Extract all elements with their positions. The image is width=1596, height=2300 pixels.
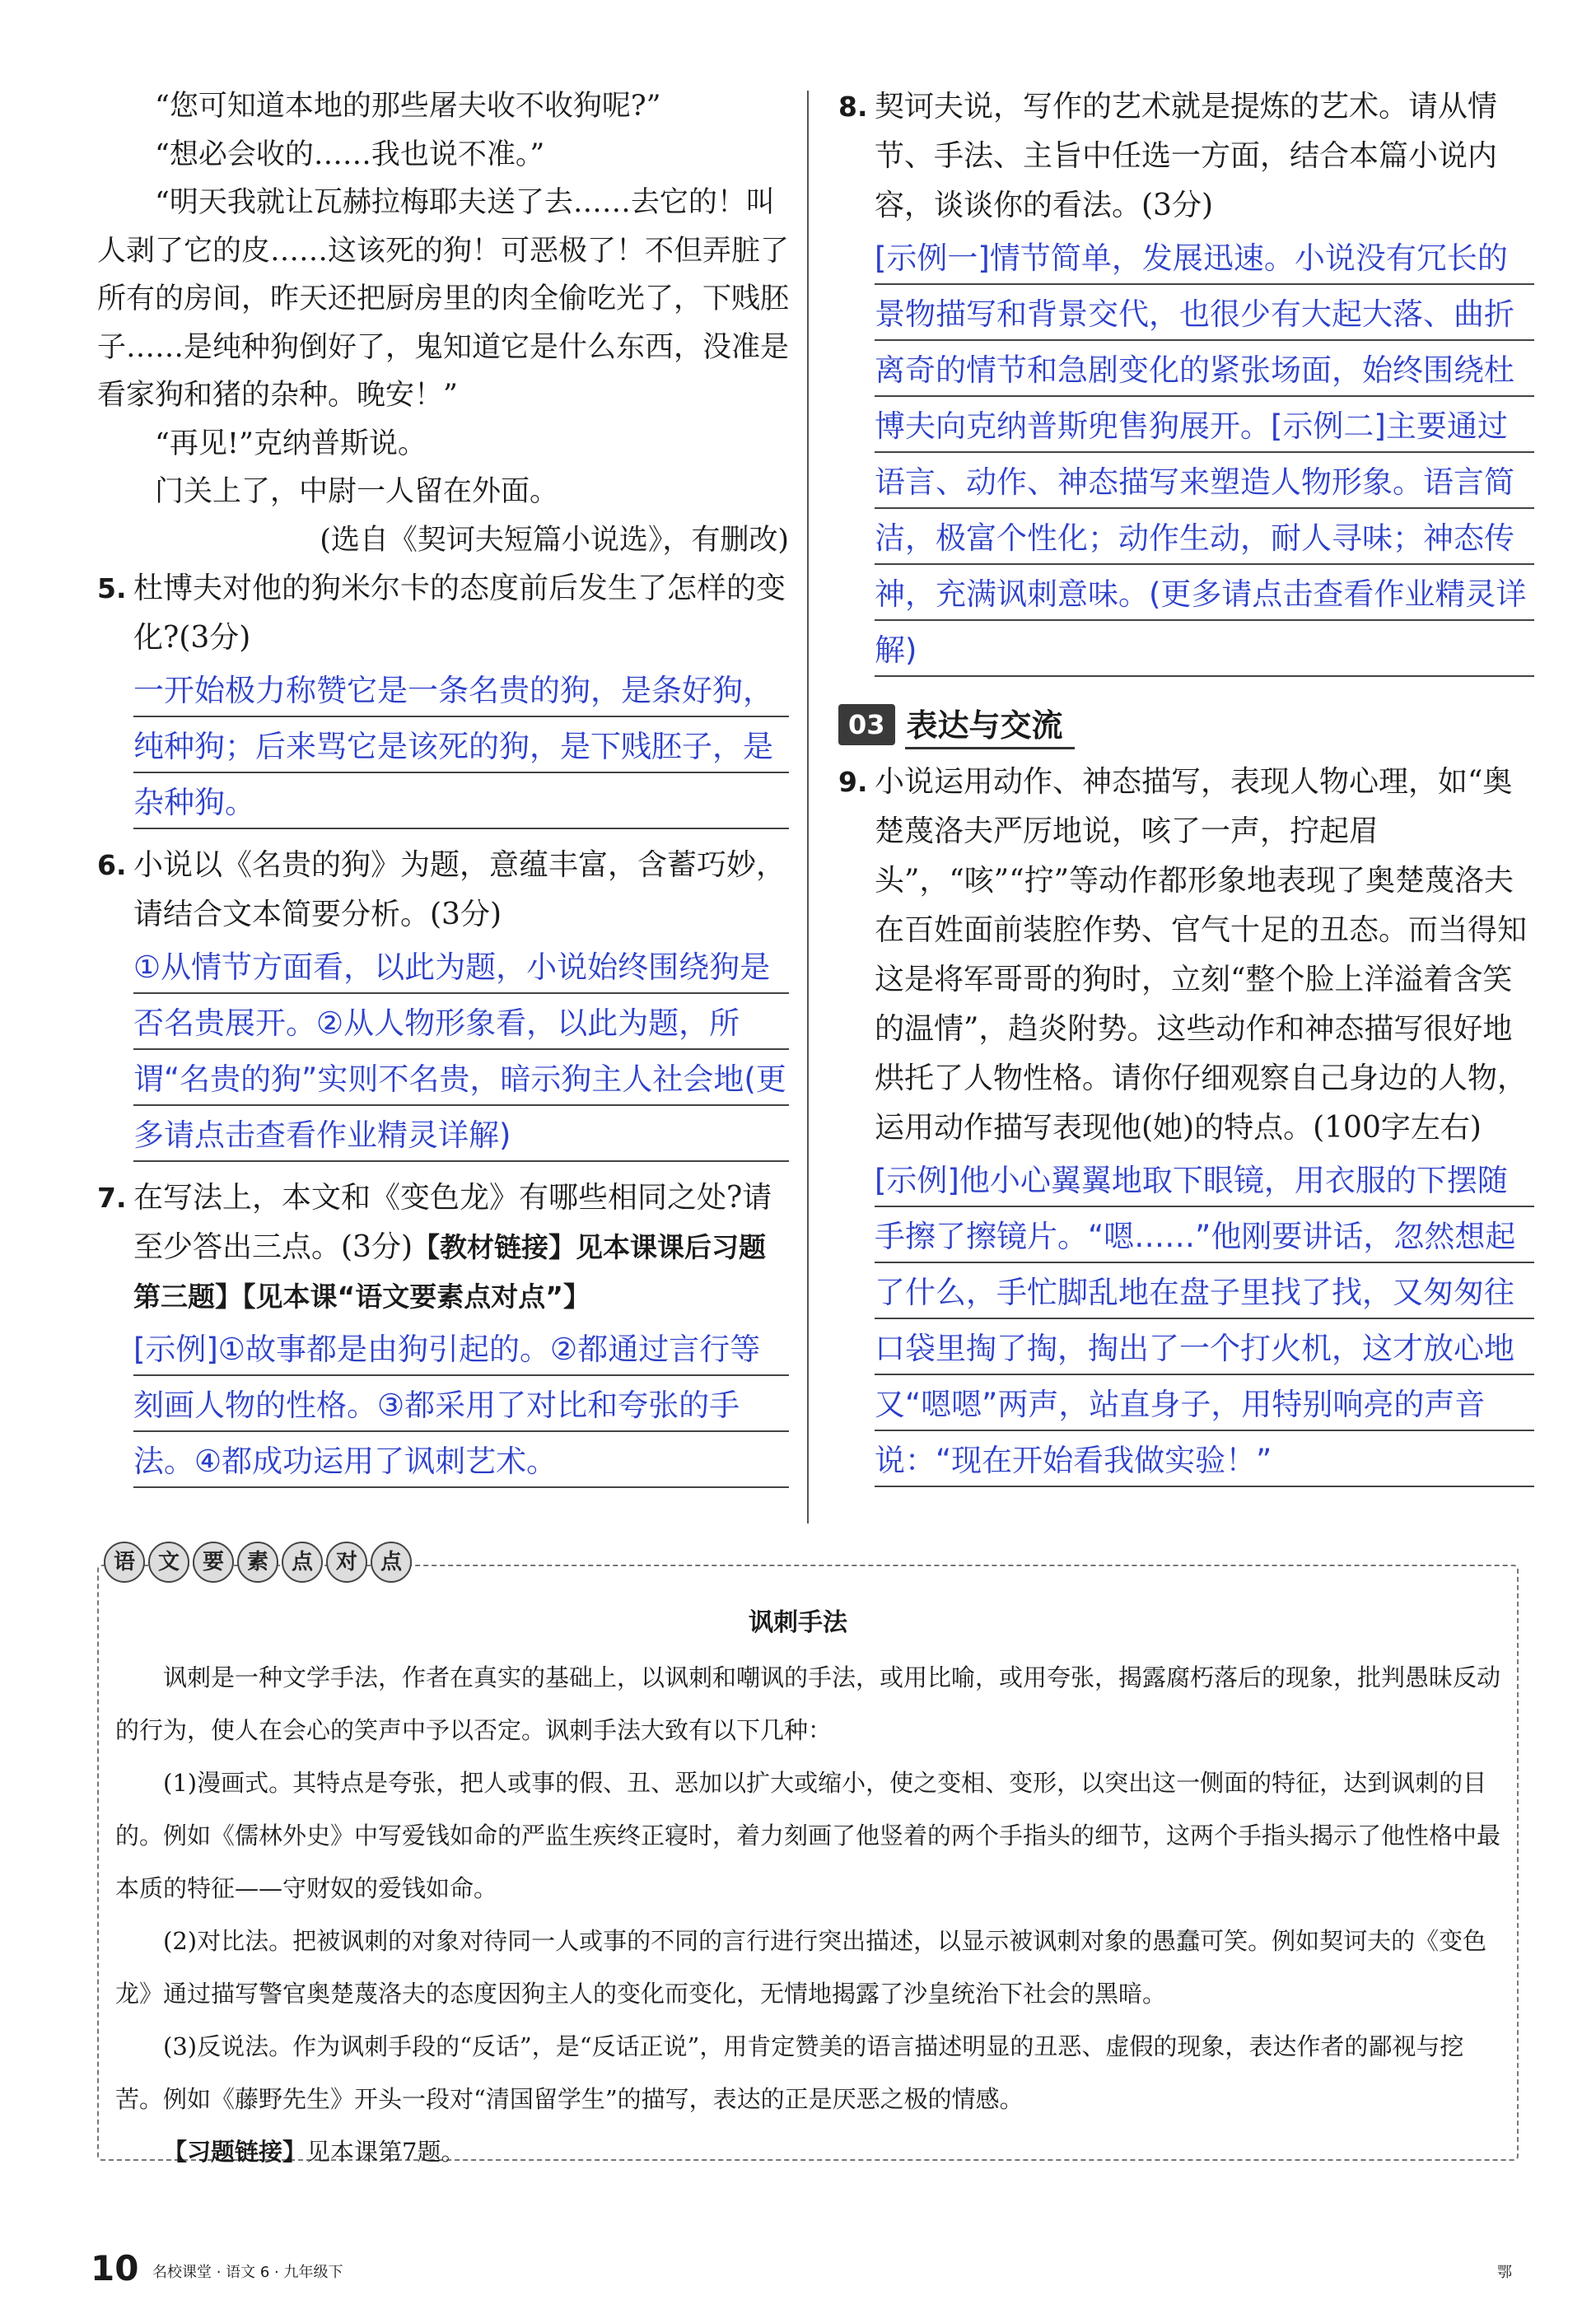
story-paragraph: “再见!”克纳普斯说。: [155, 427, 427, 460]
box-paragraph: (2)对比法。把被讽刺的对象对待同一人或事的不同的言行进行突出描述，以显示被讽刺对象的愚蠢可笑。例如契诃夫的《变色龙》通过描写警官奥楚蔑洛夫的态度因狗主人的变化而变化，无情地揭露了沙皇统治下社会的黑暗。: [115, 1927, 1487, 2008]
book-title: 名校课堂 · 语文 6 · 九年级下: [152, 2264, 343, 2281]
left-column: [97, 82, 789, 1500]
column-divider: [807, 91, 809, 1523]
story-paragraph: “想必会收的……我也说不准。”: [155, 138, 545, 171]
answer-6: ①从情节方面看，以此为题，小说始终围绕狗是否名贵展开。②从人物形象看，以此为题，所谓“名贵的狗”实则不名贵，暗示狗主人社会地(更多请点击查看作业精灵详解): [133, 940, 789, 1164]
tab-char: 对: [326, 1542, 367, 1583]
knowledge-box-tab: [104, 1542, 412, 1583]
question-7: [97, 1173, 789, 1322]
box-paragraph: (1)漫画式。其特点是夸张，把人或事的假、丑、恶加以扩大或缩小，使之变相、变形，以突出这一侧面的特征，达到讽刺的目的。例如《儒林外史》中写爱钱如命的严监生疾终正寝时，着力刻画了他竖着的两个手指头的细节，这两个手指头揭示了他性格中最本质的特征——守财奴的爱钱如命。: [115, 1769, 1501, 1902]
tab-char: 要: [193, 1542, 234, 1583]
exercise-link-label: 【习题链接】: [163, 2138, 307, 2166]
section-title: 表达与交流: [905, 700, 1075, 749]
story-paragraph: “您可知道本地的那些屠夫收不收狗呢?”: [155, 90, 661, 123]
question-number: 9.: [838, 766, 868, 798]
section-header: [838, 700, 1534, 749]
textbook-link-tag: 【教材链接】见本课课后习题第三题】【见本课“语文要素点对点”】: [133, 1231, 766, 1313]
box-paragraph: (3)反说法。作为讽刺手段的“反话”，是“反话正说”，用肯定赞美的语言描述明显的丑恶、虚假的现象，表达作者的鄙视与挖苦。例如《藤野先生》开头一段对“清国留学生”的描写，表达的正是厌恶之极的情感。: [115, 2032, 1464, 2113]
question-text: 小说以《名贵的狗》为题，意蕴丰富，含蓄巧妙，请结合文本简要分析。(3分): [133, 848, 786, 931]
knowledge-box-title: 讽刺手法: [749, 1608, 847, 1637]
right-column: [838, 82, 1534, 1499]
question-5: [97, 564, 789, 663]
question-number: 6.: [97, 849, 127, 881]
tab-char: 文: [148, 1542, 189, 1583]
answer-5: 一开始极力称赞它是一条名贵的狗，是条好狗，纯种狗；后来骂它是该死的狗，是下贱胚子，是杂种狗。: [133, 663, 789, 831]
exercise-link-text: 见本课第7题。: [306, 2138, 465, 2166]
exercise-link: [115, 2125, 1507, 2178]
box-paragraph: 讽刺是一种文学手法，作者在真实的基础上，以讽刺和嘲讽的手法，或用比喻，或用夸张，揭露腐朽落后的现象，批判愚昧反动的行为，使人在会心的笑声中予以否定。讽刺手法大致有以下几种：: [115, 1663, 1501, 1744]
page-number: 10: [91, 2248, 139, 2288]
question-text: 小说运用动作、神态描写，表现人物心理，如“奥楚蔑洛夫严厉地说，咳了一声，拧起眉头”，“咳”“拧”等动作都形象地表现了奥楚蔑洛夫在百姓面前装腔作势、官气十足的丑态。而当得知这是将军哥哥的狗时，立刻“整个脸上洋溢着含笑的温情”，趋炎附势。这些动作和神态描写很好地烘托了人物性格。请你仔细观察自己身边的人物，运用动作描写表现他(她)的特点。(100字左右): [875, 765, 1528, 1145]
question-number: 8.: [838, 91, 868, 123]
story-paragraph: “明天我就让瓦赫拉梅耶夫送了去……去它的！叫人剥了它的皮……这该死的狗！可恶极了！不但弄脏了所有的房间，昨天还把厨房里的肉全偷吃光了，下贱胚子……是纯种狗倒好了，鬼知道它是什么东西，没准是看家狗和猪的杂种。晚安！”: [97, 186, 790, 412]
knowledge-box-body: [115, 1651, 1507, 2178]
edition-mark: 鄂: [1497, 2264, 1512, 2281]
question-8: [838, 82, 1534, 231]
answer-8: [示例一]情节简单，发展迅速。小说没有冗长的景物描写和背景交代，也很少有大起大落、曲折离奇的情节和急剧变化的紧张场面，始终围绕杜博夫向克纳普斯兜售狗展开。[示例二]主要通过语言、动作、神态描写来塑造人物形象。语言简洁，极富个性化；动作生动，耐人寻味；神态传神，充满讽刺意味。(更多请点击查看作业精灵详解): [875, 231, 1534, 679]
question-number: 5.: [97, 572, 127, 604]
answer-9: [示例]他小心翼翼地取下眼镜，用衣服的下摆随手擦了擦镜片。“嗯……”他刚要讲话，忽然想起了什么，手忙脚乱地在盘子里找了找，又匆匆往口袋里掏了掏，掏出了一个打火机，这才放心地又“嗯嗯”两声，站直身子，用特别响亮的声音说：“现在开始看我做实验！”: [875, 1153, 1534, 1489]
section-number: 03: [838, 704, 895, 745]
question-text: [133, 1173, 789, 1322]
question-body: 在写法上，本文和《变色龙》有哪些相同之处?请至少答出三点。(3分): [133, 1181, 772, 1264]
question-text: 杜博夫对他的狗米尔卡的态度前后发生了怎样的变化?(3分): [133, 572, 786, 655]
story-paragraph: 门关上了，中尉一人留在外面。: [155, 475, 559, 508]
story-source: (选自《契诃夫短篇小说选》，有删改): [320, 523, 789, 557]
tab-char: 语: [104, 1542, 145, 1583]
question-6: [97, 841, 789, 940]
tab-char: 点: [371, 1542, 412, 1583]
tab-char: 点: [282, 1542, 323, 1583]
answer-7: [示例]①故事都是由狗引起的。②都通过言行等刻画人物的性格。③都采用了对比和夸张的手法。④都成功运用了讽刺艺术。: [133, 1322, 789, 1490]
question-text: 契诃夫说，写作的艺术就是提炼的艺术。请从情节、手法、主旨中任选一方面，结合本篇小说内容，谈谈你的看法。(3分): [875, 90, 1498, 222]
tab-char: 素: [237, 1542, 278, 1583]
question-9: [838, 758, 1534, 1153]
question-number: 7.: [97, 1182, 127, 1214]
